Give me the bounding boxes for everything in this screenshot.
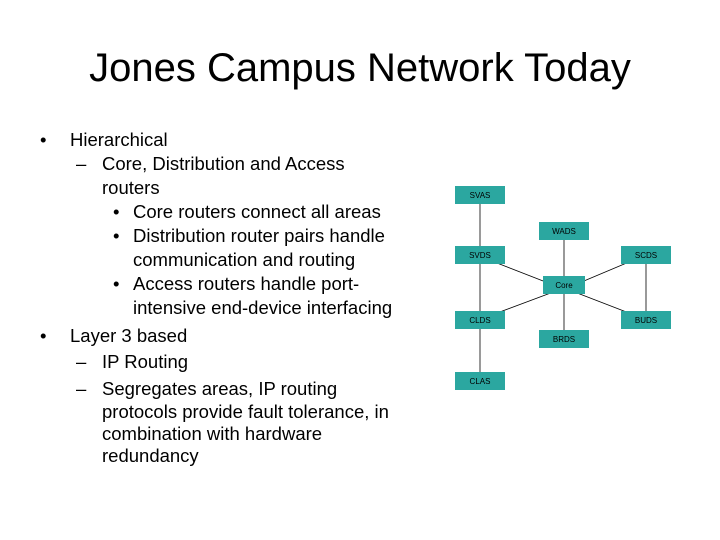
dash-marker: – (76, 351, 87, 372)
sub-bullet-segregates-l2: protocols provide fault tolerance, in (102, 401, 389, 422)
link-core-buds (572, 291, 629, 313)
node-buds-label: BUDS (634, 316, 658, 325)
node-svas (455, 186, 505, 204)
bullet-marker: • (113, 225, 120, 246)
node-core-label: Core (555, 281, 573, 290)
node-clas (455, 372, 505, 390)
node-clas-label: CLAS (469, 377, 491, 386)
node-clds (455, 311, 505, 329)
sub-bullet-segregates-l3: combination with hardware (102, 423, 323, 444)
sub-sub-bullet-access-l1: Access routers handle port- (133, 273, 360, 294)
bullet-marker: • (113, 273, 120, 294)
node-svas-label: SVAS (469, 191, 491, 200)
node-core (543, 276, 585, 294)
sub-bullet-segregates-l1: Segregates areas, IP routing (102, 378, 338, 399)
link-clds-core (497, 291, 556, 313)
sub-sub-bullet-distribution-l1: Distribution router pairs handle (133, 225, 385, 246)
node-buds (621, 311, 671, 329)
node-svds (455, 246, 505, 264)
bullet-hierarchical: Hierarchical (70, 129, 168, 150)
node-brds-label: BRDS (552, 335, 576, 344)
bullet-layer3: Layer 3 based (70, 325, 188, 346)
node-wads (539, 222, 589, 240)
node-clds-label: CLDS (469, 316, 491, 325)
sub-bullet-routers-l1: Core, Distribution and Access (102, 153, 345, 174)
sub-bullet-segregates-l4: redundancy (102, 445, 199, 466)
bullet-marker: • (113, 201, 120, 222)
node-svds-label: SVDS (469, 251, 491, 260)
node-scds (621, 246, 671, 264)
sub-sub-bullet-distribution-l2: communication and routing (133, 249, 356, 270)
bullet-marker: • (40, 129, 47, 150)
sub-sub-bullet-access-l2: intensive end-device interfacing (133, 297, 393, 318)
node-scds-label: SCDS (634, 251, 658, 260)
dash-marker: – (76, 153, 87, 174)
node-brds (539, 330, 589, 348)
node-wads-label: WADS (552, 227, 576, 236)
sub-sub-bullet-core: Core routers connect all areas (133, 201, 381, 222)
bullet-marker: • (40, 325, 47, 346)
slide-title: Jones Campus Network Today (89, 46, 631, 90)
dash-marker: – (76, 378, 87, 399)
sub-bullet-ip-routing: IP Routing (102, 351, 189, 372)
sub-bullet-routers-l2: routers (102, 177, 160, 198)
